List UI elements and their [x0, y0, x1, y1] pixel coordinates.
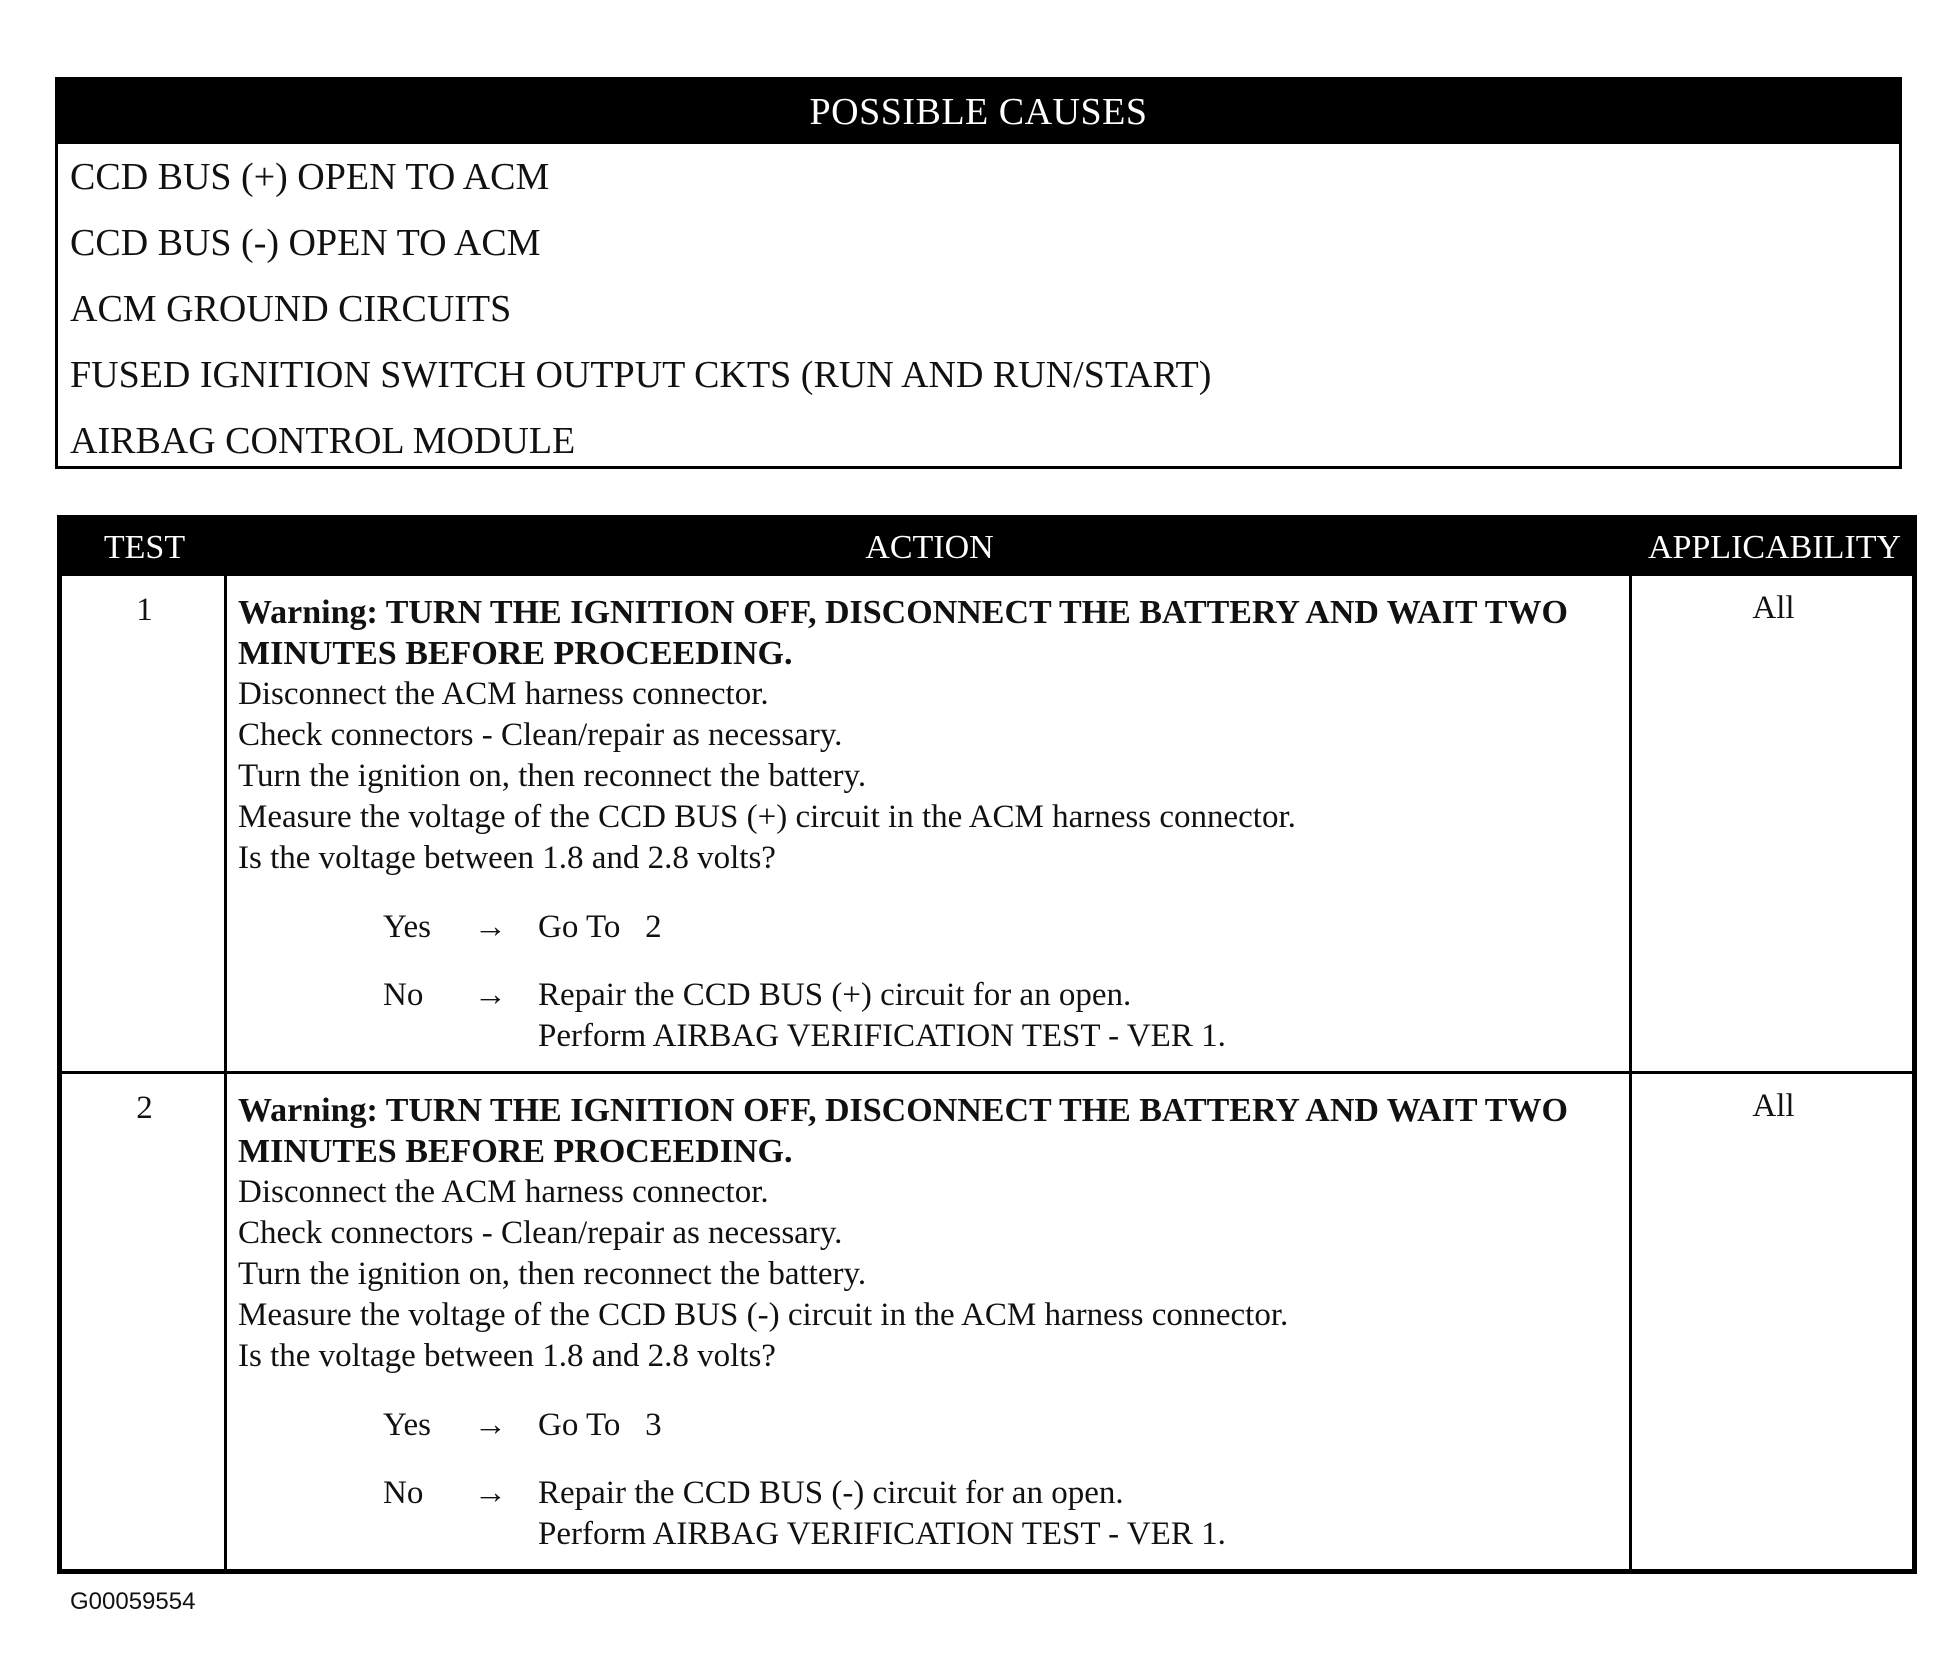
cause-item: CCD BUS (+) OPEN TO ACM	[70, 156, 550, 198]
header-action: ACTION	[865, 529, 994, 566]
table-header	[62, 520, 1912, 576]
warning-label: Warning:	[238, 1092, 378, 1129]
no-branch	[238, 975, 1628, 1057]
yes-label: Yes	[383, 1407, 432, 1443]
step-text: Measure the voltage of the CCD BUS (-) circuit in the ACM harness connector.	[238, 1297, 1289, 1333]
cause-item: FUSED IGNITION SWITCH OUTPUT CKTS (RUN AND RUN/START)	[70, 354, 1212, 396]
step-text: Is the voltage between 1.8 and 2.8 volts?	[238, 840, 776, 876]
arrow-icon: →	[474, 977, 507, 1013]
step-text: Turn the ignition on, then reconnect the battery.	[238, 758, 867, 794]
no-branch	[238, 1473, 1628, 1555]
cause-item: AIRBAG CONTROL MODULE	[70, 420, 576, 462]
step-text: Measure the voltage of the CCD BUS (+) circuit in the ACM harness connector.	[238, 799, 1296, 835]
possible-causes-box	[55, 77, 1902, 469]
cause-item: CCD BUS (-) OPEN TO ACM	[70, 222, 541, 264]
cause-item: ACM GROUND CIRCUITS	[70, 288, 512, 330]
step-text: Turn the ignition on, then reconnect the battery.	[238, 1256, 867, 1292]
header-applicability: APPLICABILITY	[1647, 529, 1902, 566]
step-text: Check connectors - Clean/repair as necessary.	[238, 1215, 843, 1251]
no-action	[538, 975, 1226, 1057]
yes-label: Yes	[383, 909, 432, 945]
test-number: 1	[136, 592, 153, 628]
header-test: TEST	[103, 529, 186, 566]
warning-body: TURN THE IGNITION OFF, DISCONNECT THE BATTERY AND WAIT TWO MINUTES BEFORE PROCEEDING.	[238, 1092, 1568, 1170]
no-action-line: Perform AIRBAG VERIFICATION TEST - VER 1.	[538, 1516, 1226, 1552]
warning-label: Warning:	[238, 594, 378, 631]
no-action-line: Repair the CCD BUS (+) circuit for an open.	[538, 977, 1132, 1013]
table-row	[62, 1074, 1912, 1564]
step-text: Check connectors - Clean/repair as necessary.	[238, 717, 843, 753]
yes-branch	[238, 907, 1628, 975]
warning-body: TURN THE IGNITION OFF, DISCONNECT THE BATTERY AND WAIT TWO MINUTES BEFORE PROCEEDING.	[238, 594, 1568, 672]
yes-action: Go To 2	[538, 909, 662, 945]
no-action-line: Perform AIRBAG VERIFICATION TEST - VER 1.	[538, 1018, 1226, 1054]
step-text: Disconnect the ACM harness connector.	[238, 1174, 769, 1210]
arrow-icon: →	[474, 909, 507, 945]
yes-branch	[238, 1405, 1628, 1473]
warning-text	[238, 592, 1628, 674]
no-action	[538, 1473, 1226, 1555]
action-cell	[238, 592, 1628, 1057]
action-cell	[238, 1090, 1628, 1555]
no-label: No	[383, 1475, 424, 1511]
applicability-value: All	[1752, 590, 1795, 626]
no-action-line: Repair the CCD BUS (-) circuit for an open.	[538, 1475, 1124, 1511]
figure-id: G00059554	[70, 1588, 196, 1615]
step-text: Is the voltage between 1.8 and 2.8 volts?	[238, 1338, 776, 1374]
test-table	[57, 515, 1917, 1574]
no-label: No	[383, 977, 424, 1013]
applicability-value: All	[1752, 1088, 1795, 1124]
table-row	[62, 576, 1912, 1074]
yes-action: Go To 3	[538, 1407, 662, 1443]
test-number: 2	[136, 1090, 153, 1126]
arrow-icon: →	[474, 1407, 507, 1443]
warning-text	[238, 1090, 1628, 1172]
arrow-icon: →	[474, 1475, 507, 1511]
possible-causes-header: POSSIBLE CAUSES	[58, 80, 1899, 144]
step-text: Disconnect the ACM harness connector.	[238, 676, 769, 712]
